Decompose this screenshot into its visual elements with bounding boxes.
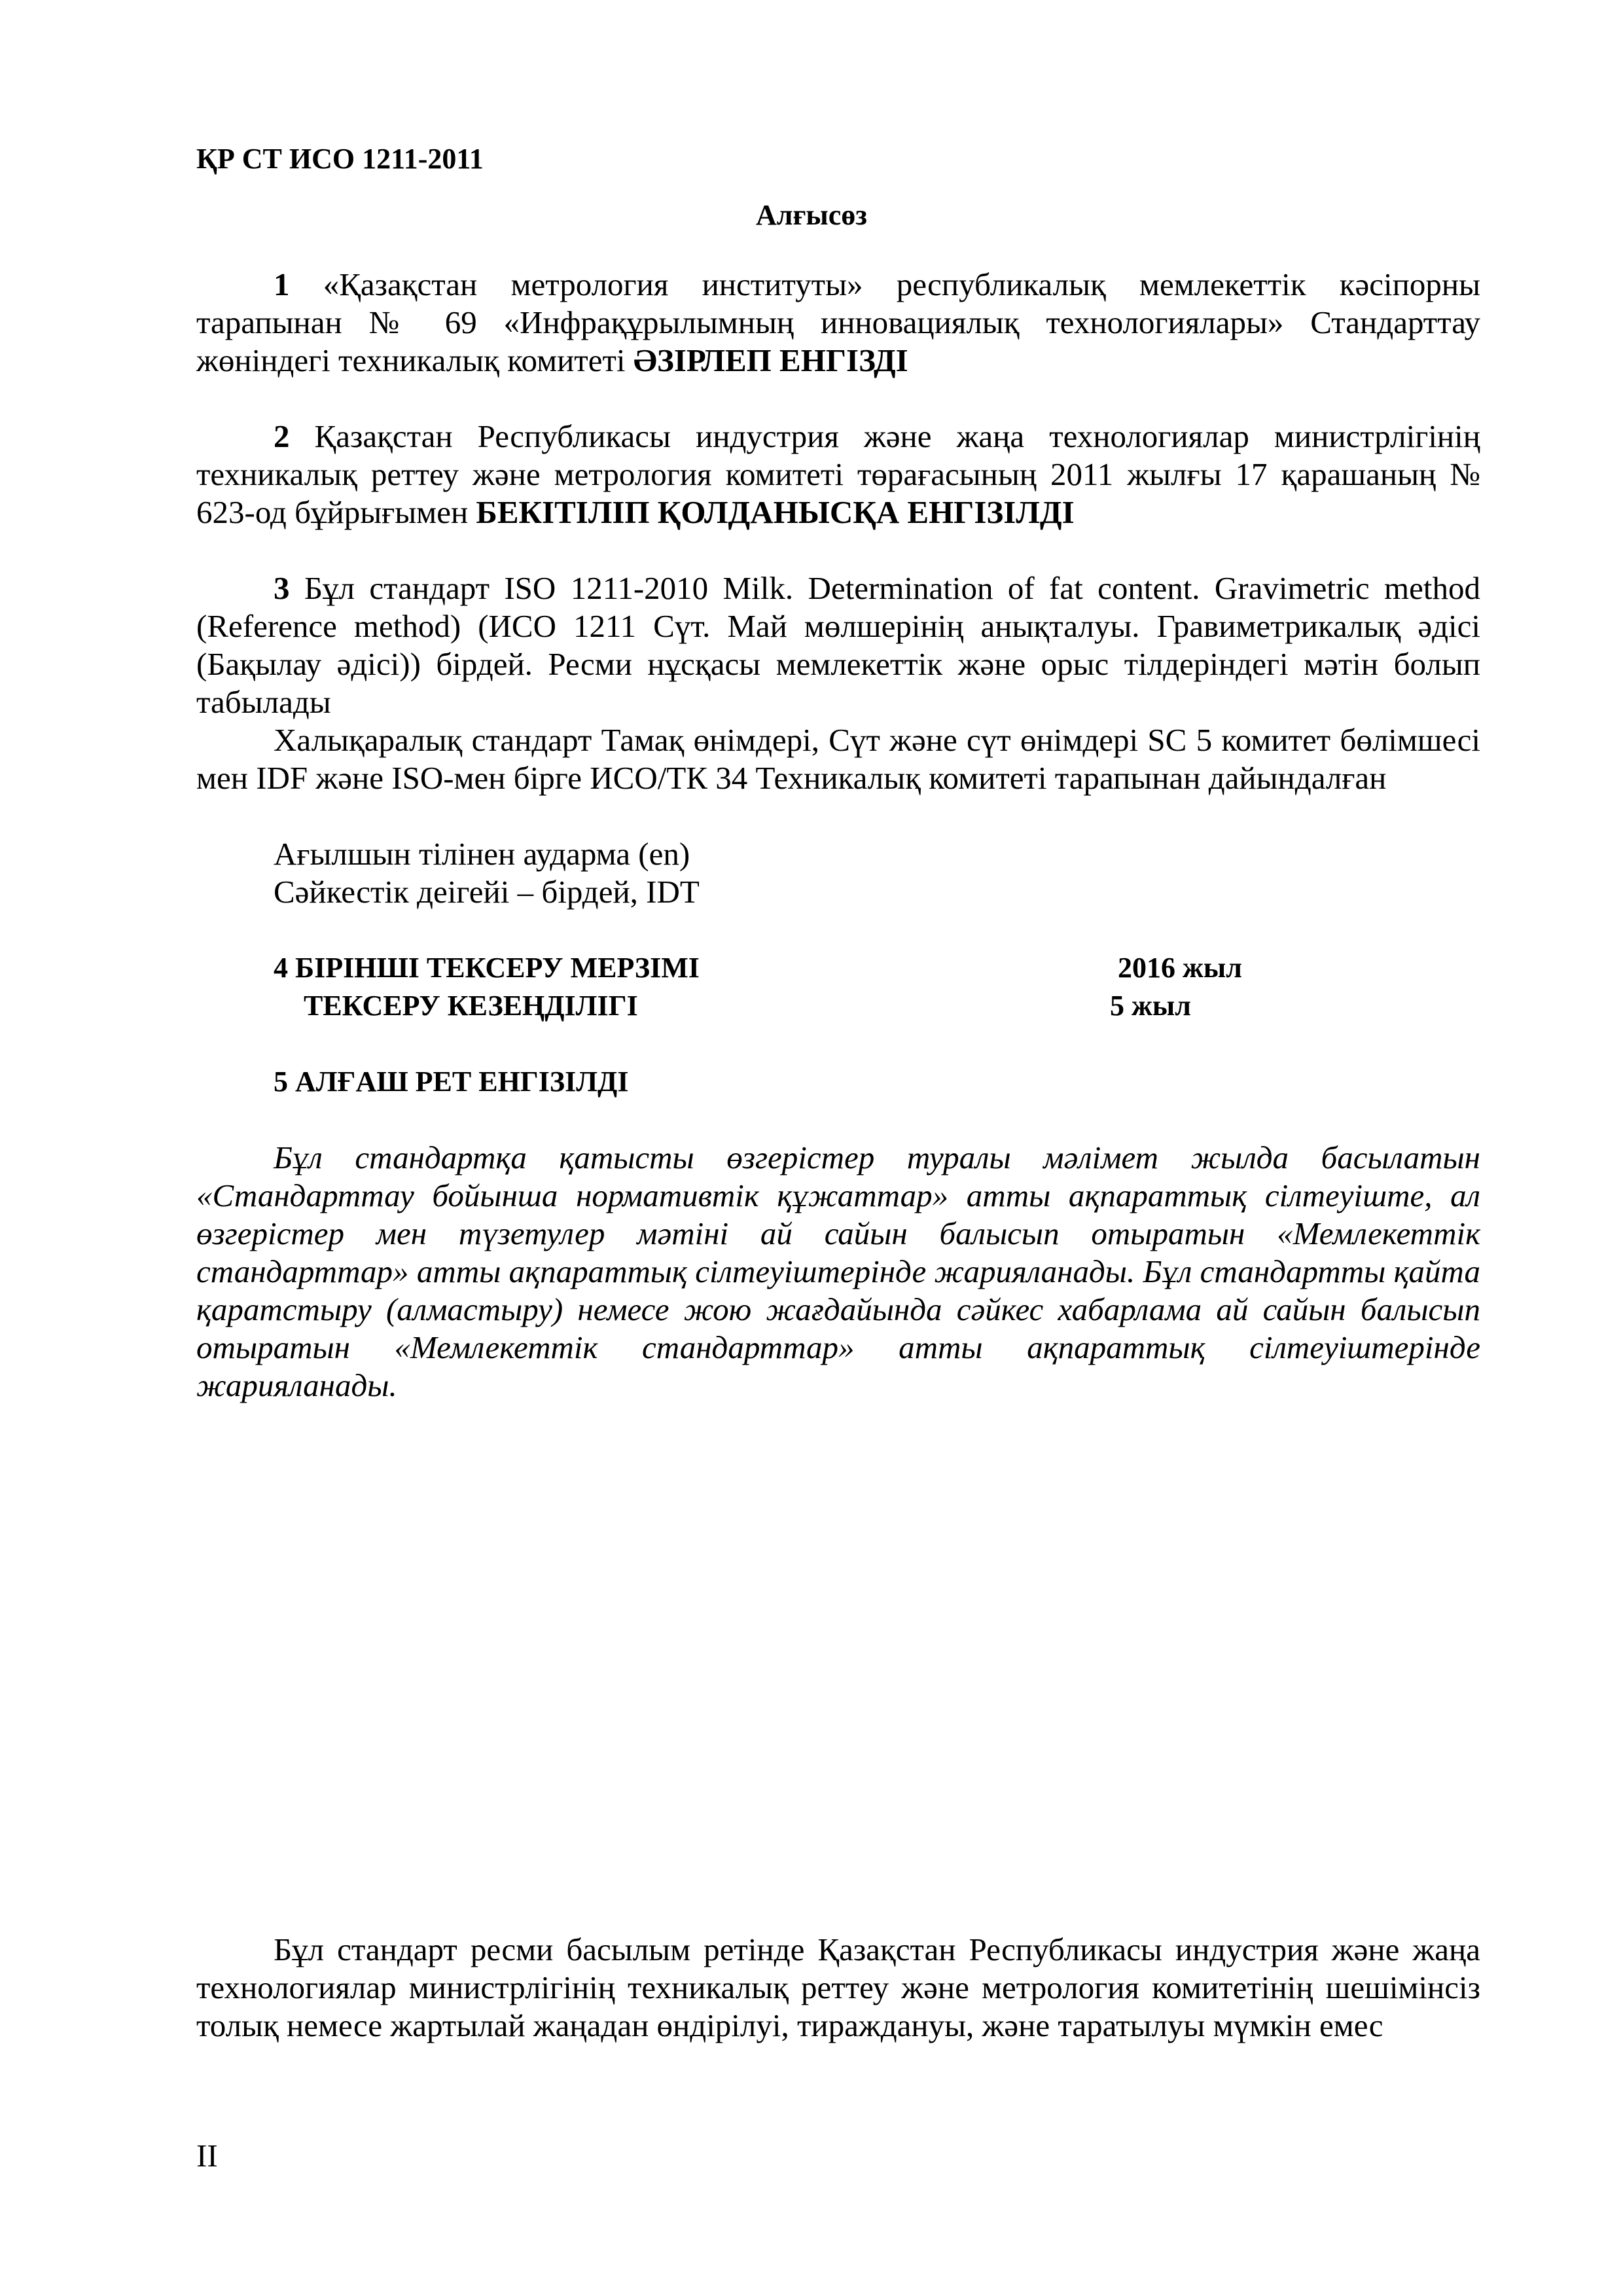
translation-line: Ағылшын тілінен аударма (en) (274, 836, 690, 872)
section-1-bold-tail: ӘЗІРЛЕП ЕНГІЗДІ (633, 342, 908, 378)
section-2-bold-tail: БЕКІТІЛІП ҚОЛДАНЫСҚА ЕНГІЗІЛДІ (476, 494, 1075, 530)
document-code: ҚР СТ ИСО 1211-2011 (196, 143, 484, 175)
section-3-paragraph (196, 569, 1480, 721)
page-number: II (196, 2138, 218, 2174)
section-1-number: 1 (274, 266, 290, 302)
section-2-number: 2 (274, 418, 290, 454)
review-period-value: 5 жыл (1110, 990, 1191, 1022)
page-title: Алғысөз (755, 199, 867, 231)
copyright-notice: Бұл стандарт ресми басылым ретінде Қазақстан Республикасы индустрия және жаңа технологиялар министрлігінің техникалық реттеу және метрология комитетінің шешімінсіз толық немесе жартылай жаңадан өндірілуі, тираждануы, және таратылуы мүмкін емес (196, 1931, 1480, 2043)
changes-notice: Бұл стандартқа қатысты өзгерістер туралы мәлімет жылда басылатын «Стандарттау бойынша нормативтік құжаттар» атты ақпараттық сілтеуіште, ал өзгерістер мен түзетулер мәтіні ай сайын балысып отыратын «Мемлекеттік стандарттар» атты ақпараттық сілтеуіштерінде жарияланады. Бұл стандартты қайта қаратстыру (алмастыру) немесе жою жағдайында сәйкес хабарлама ай сайын балысып отыратын «Мемлекеттік стандарттар» атты ақпараттық сілтеуіштерінде жарияланады. (196, 1139, 1480, 1403)
conformity-line: Сәйкестік деігейі – бірдей, IDT (274, 874, 700, 910)
section-3-number: 3 (274, 570, 290, 606)
section-1-text: «Қазақстан метрология институты» республикалық мемлекеттік кәсіпорны тарапынан № 69 «Инфрақұрылымның инновациялық технологиялары» Стандарттау жөніндегі техникалық комитеті (196, 266, 1480, 378)
section-1-paragraph (196, 266, 1480, 380)
section-3-international-paragraph: Халықаралық стандарт Тамақ өнімдері, Сүт және сүт өнімдері SC 5 комитет бөлімшесі мен IDF және ISO-мен бірге ИСО/ТК 34 Техникалық комитеті тарапынан дайындалған (196, 722, 1480, 796)
first-review-row (274, 949, 1242, 987)
section-2-paragraph (196, 418, 1480, 531)
review-period-label: ТЕКСЕРУ КЕЗЕҢДІЛІГІ (304, 990, 638, 1022)
section-3-text: Бұл стандарт ISO 1211-2010 Milk. Determination of fat content. Gravimetric method (Reference method) (ИСО 1211 Сүт. Май мөлшерінің анықталуы. Гравиметрикалық әдісі (Бақылау әдісі)) бірдей. Ресми нұсқасы мемлекеттік және орыс тілдеріндегі мәтін болып табылады (196, 570, 1480, 720)
review-period-row (304, 987, 1191, 1025)
first-introduced: 5 АЛҒАШ РЕТ ЕНГІЗІЛДІ (274, 1066, 629, 1098)
section-2-text: Қазақстан Республикасы индустрия және жаңа технологиялар министрлігінің техникалық реттеу және метрология комитеті төрағасының 2011 жылғы 17 қарашаның № 623-од бұйрығымен (196, 418, 1480, 530)
first-review-value: 2016 жыл (1118, 952, 1242, 984)
first-review-label: 4 БІРІНШІ ТЕКСЕРУ МЕРЗІМІ (274, 952, 700, 984)
